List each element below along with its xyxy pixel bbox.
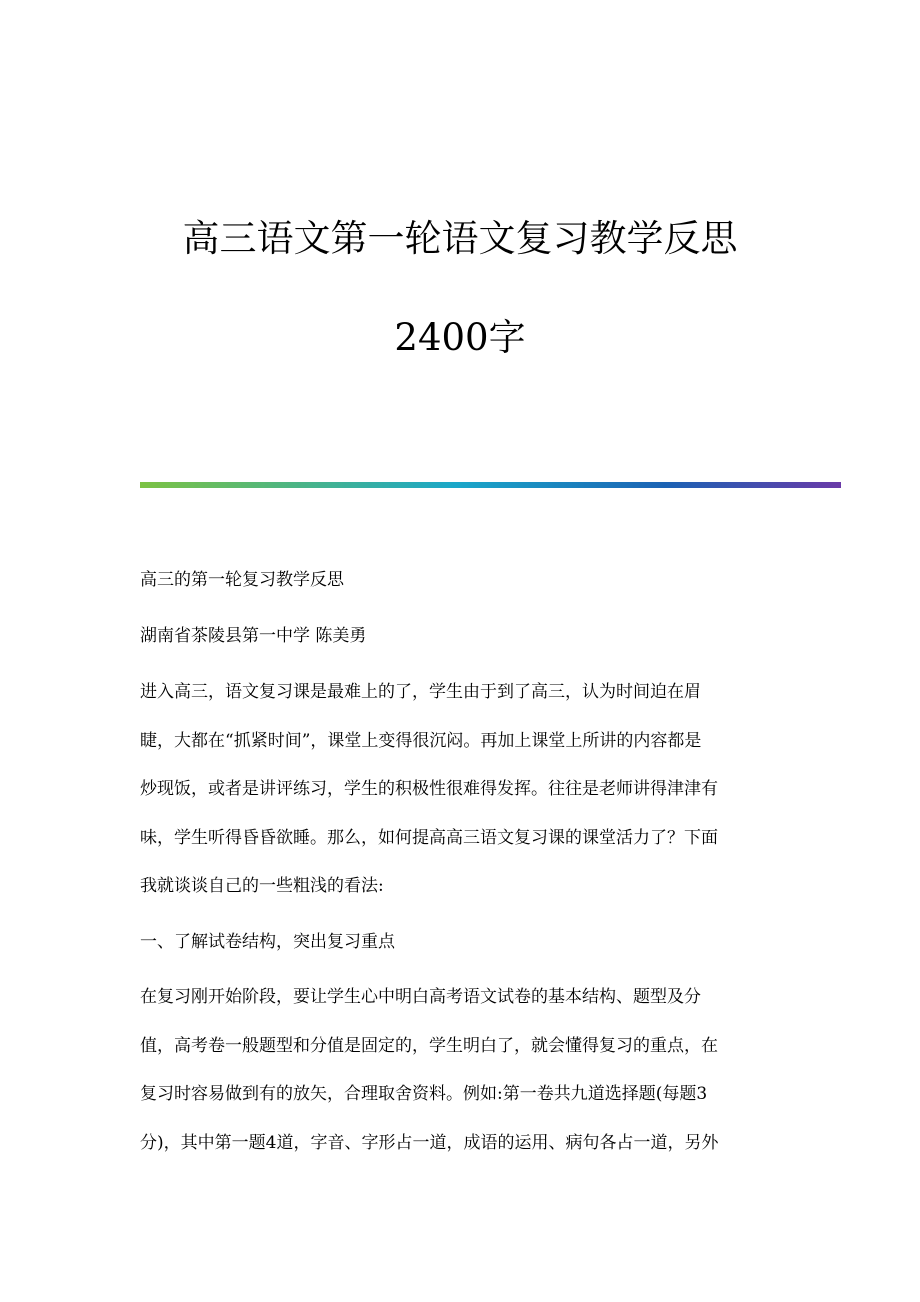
paragraph-line: 睫，大都在“抓紧时间”，课堂上变得很沉闷。再加上课堂上所讲的内容都是 [140,731,702,751]
section-heading: 一、了解试卷结构，突出复习重点 [140,932,395,952]
document-title: 高三语文第一轮语文复习教学反思 [182,217,738,260]
paragraph-line: 炒现饭，或者是讲评练习，学生的积极性很难得发挥。往往是老师讲得津津有 [140,779,718,799]
gradient-divider [140,482,841,488]
author-line: 湖南省茶陵县第一中学 陈美勇 [140,626,367,646]
document-title-word-count: 2400字 [394,316,526,359]
paragraph-line: 在复习刚开始阶段，要让学生心中明白高考语文试卷的基本结构、题型及分 [140,987,701,1007]
paragraph-line: 值，高考卷一般题型和分值是固定的，学生明白了，就会懂得复习的重点，在 [140,1036,718,1056]
paragraph-line: 味，学生听得昏昏欲睡。那么，如何提高高三语文复习课的课堂活力了？下面 [140,828,718,848]
paragraph-line: 进入高三，语文复习课是最难上的了，学生由于到了高三，认为时间迫在眉 [140,682,701,702]
paragraph-line: 分)，其中第一题4道，字音、字形占一道，成语的运用、病句各占一道，另外 [140,1133,719,1153]
subtitle-line: 高三的第一轮复习教学反思 [140,570,344,590]
paragraph-line: 我就谈谈自己的一些粗浅的看法: [140,876,384,896]
paragraph-line: 复习时容易做到有的放矢，合理取舍资料。例如:第一卷共九道选择题(每题3 [140,1084,708,1104]
